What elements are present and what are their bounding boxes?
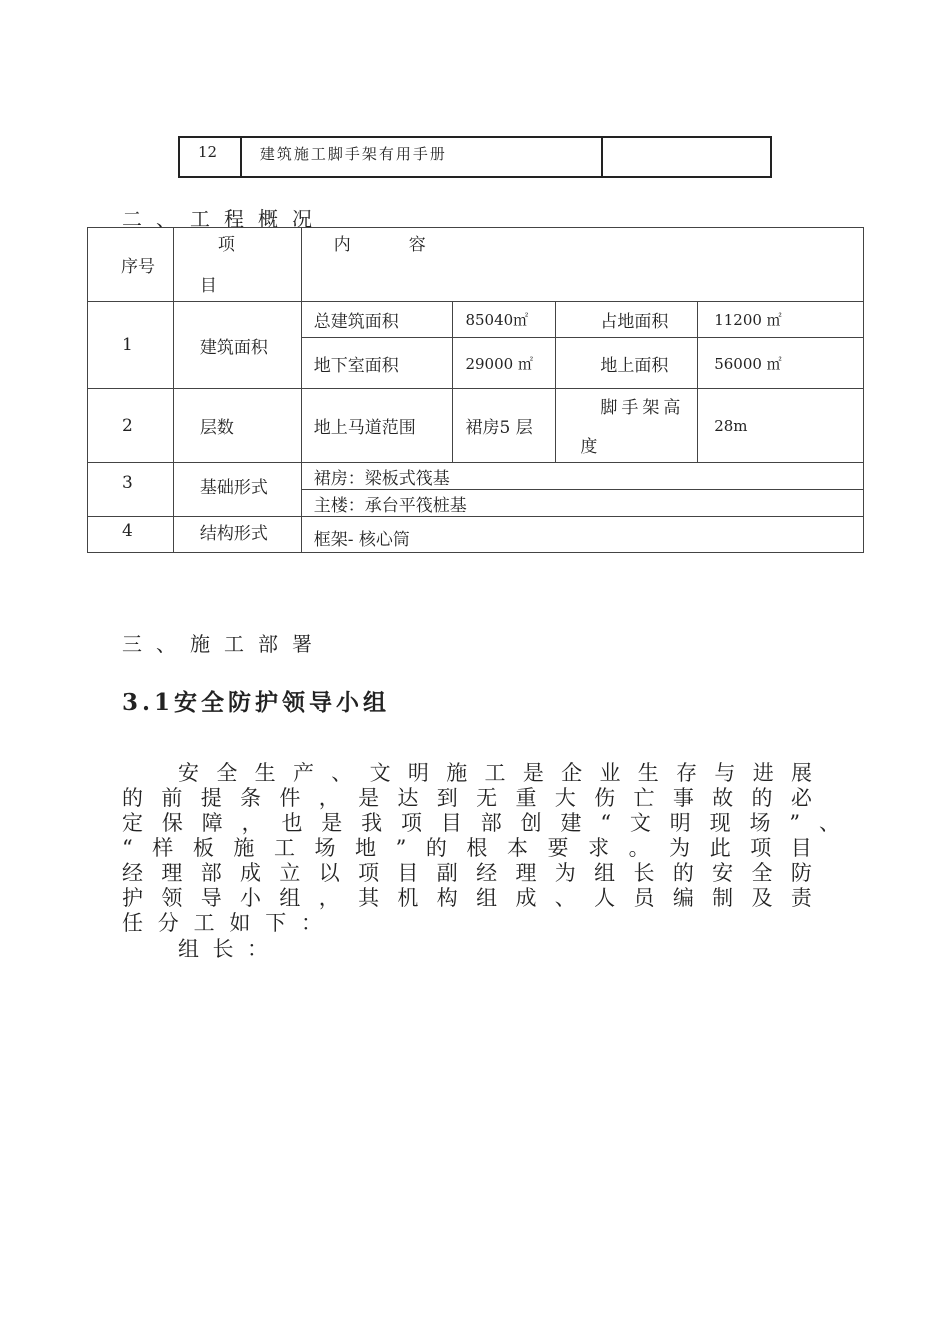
row2-label2-line2: 度 bbox=[580, 437, 598, 457]
section-heading-deployment: 三、施工部署 bbox=[122, 632, 326, 656]
row2-label: 地上马道范围 bbox=[301, 389, 453, 463]
paragraph-line: “ 样 板 施 工 场 地 ” 的 根 本 要 求 。 为 此 项 目 bbox=[122, 836, 812, 860]
row2-item: 层数 bbox=[173, 389, 301, 463]
row1b-label: 地下室面积 bbox=[301, 338, 453, 389]
row4-item: 结构形式 bbox=[173, 517, 301, 553]
row3-item: 基础形式 bbox=[173, 463, 301, 517]
row1b-value2: 56000 ㎡ bbox=[698, 338, 864, 389]
header-content-a: 内 bbox=[333, 235, 351, 255]
paragraph-line: 安 全 生 产 、 文 明 施 工 是 企 业 生 存 与 进 展 bbox=[178, 761, 812, 785]
ref-title: 建筑施工脚手架有用手册 bbox=[241, 137, 602, 177]
paragraph-line: 护 领 导 小 组 ， 其 机 构 组 成 、 人 员 编 制 及 责 bbox=[122, 886, 812, 910]
header-item bbox=[173, 228, 301, 302]
paragraph-line: 组 长 ： bbox=[178, 937, 268, 961]
row2-label2-line1: 脚手架高 bbox=[600, 398, 685, 418]
paragraph-line: 的 前 提 条 件 ， 是 达 到 无 重 大 伤 亡 事 故 的 必 bbox=[122, 786, 812, 810]
row1b-label2: 地上面积 bbox=[556, 338, 698, 389]
row1-no: 1 bbox=[88, 302, 174, 389]
table-row bbox=[88, 463, 864, 490]
paragraph-line: 定 保 障 ， 也 是 我 项 目 部 创 建 “ 文 明 现 场 ” 、 bbox=[122, 811, 840, 835]
row2-label2 bbox=[556, 389, 698, 463]
row3-a: 裙房：梁板式筏基 bbox=[301, 463, 863, 490]
ref-no: 12 bbox=[179, 137, 241, 177]
row3-b: 主楼：承台平筏桩基 bbox=[301, 490, 863, 517]
row1b-value: 29000 ㎡ bbox=[453, 338, 556, 389]
row2-value: 裙房5 层 bbox=[453, 389, 556, 463]
row1a-value: 85040㎡ bbox=[453, 302, 556, 338]
table-row bbox=[179, 137, 771, 177]
row1-item: 建筑面积 bbox=[173, 302, 301, 389]
header-content bbox=[301, 228, 863, 302]
table-header-row bbox=[88, 228, 864, 302]
subsection-heading: 3.1安全防护领导小组 bbox=[122, 689, 391, 716]
row3-no: 3 bbox=[88, 463, 174, 517]
row1a-value2: 11200 ㎡ bbox=[698, 302, 864, 338]
table-row bbox=[88, 517, 864, 553]
row1a-label: 总建筑面积 bbox=[301, 302, 453, 338]
row4-value: 框架- 核心筒 bbox=[301, 517, 863, 553]
paragraph-line: 经 理 部 成 立 以 项 目 副 经 理 为 组 长 的 安 全 防 bbox=[122, 861, 812, 885]
section-heading-overview: 二、工程概况 bbox=[122, 207, 326, 231]
header-no: 序号 bbox=[88, 228, 174, 302]
header-content-b: 容 bbox=[408, 235, 426, 255]
row4-no: 4 bbox=[88, 517, 174, 553]
table-row bbox=[88, 389, 864, 463]
table-row bbox=[88, 302, 864, 338]
ref-note bbox=[602, 137, 771, 177]
row2-value2: 28m bbox=[698, 389, 864, 463]
overview-table bbox=[87, 227, 864, 553]
row2-no: 2 bbox=[88, 389, 174, 463]
header-item-line1: 项 bbox=[217, 235, 235, 255]
paragraph-line: 任 分 工 如 下 ： bbox=[122, 911, 322, 935]
header-item-line2: 目 bbox=[199, 276, 217, 296]
reference-table bbox=[178, 136, 772, 178]
row1a-label2: 占地面积 bbox=[556, 302, 698, 338]
